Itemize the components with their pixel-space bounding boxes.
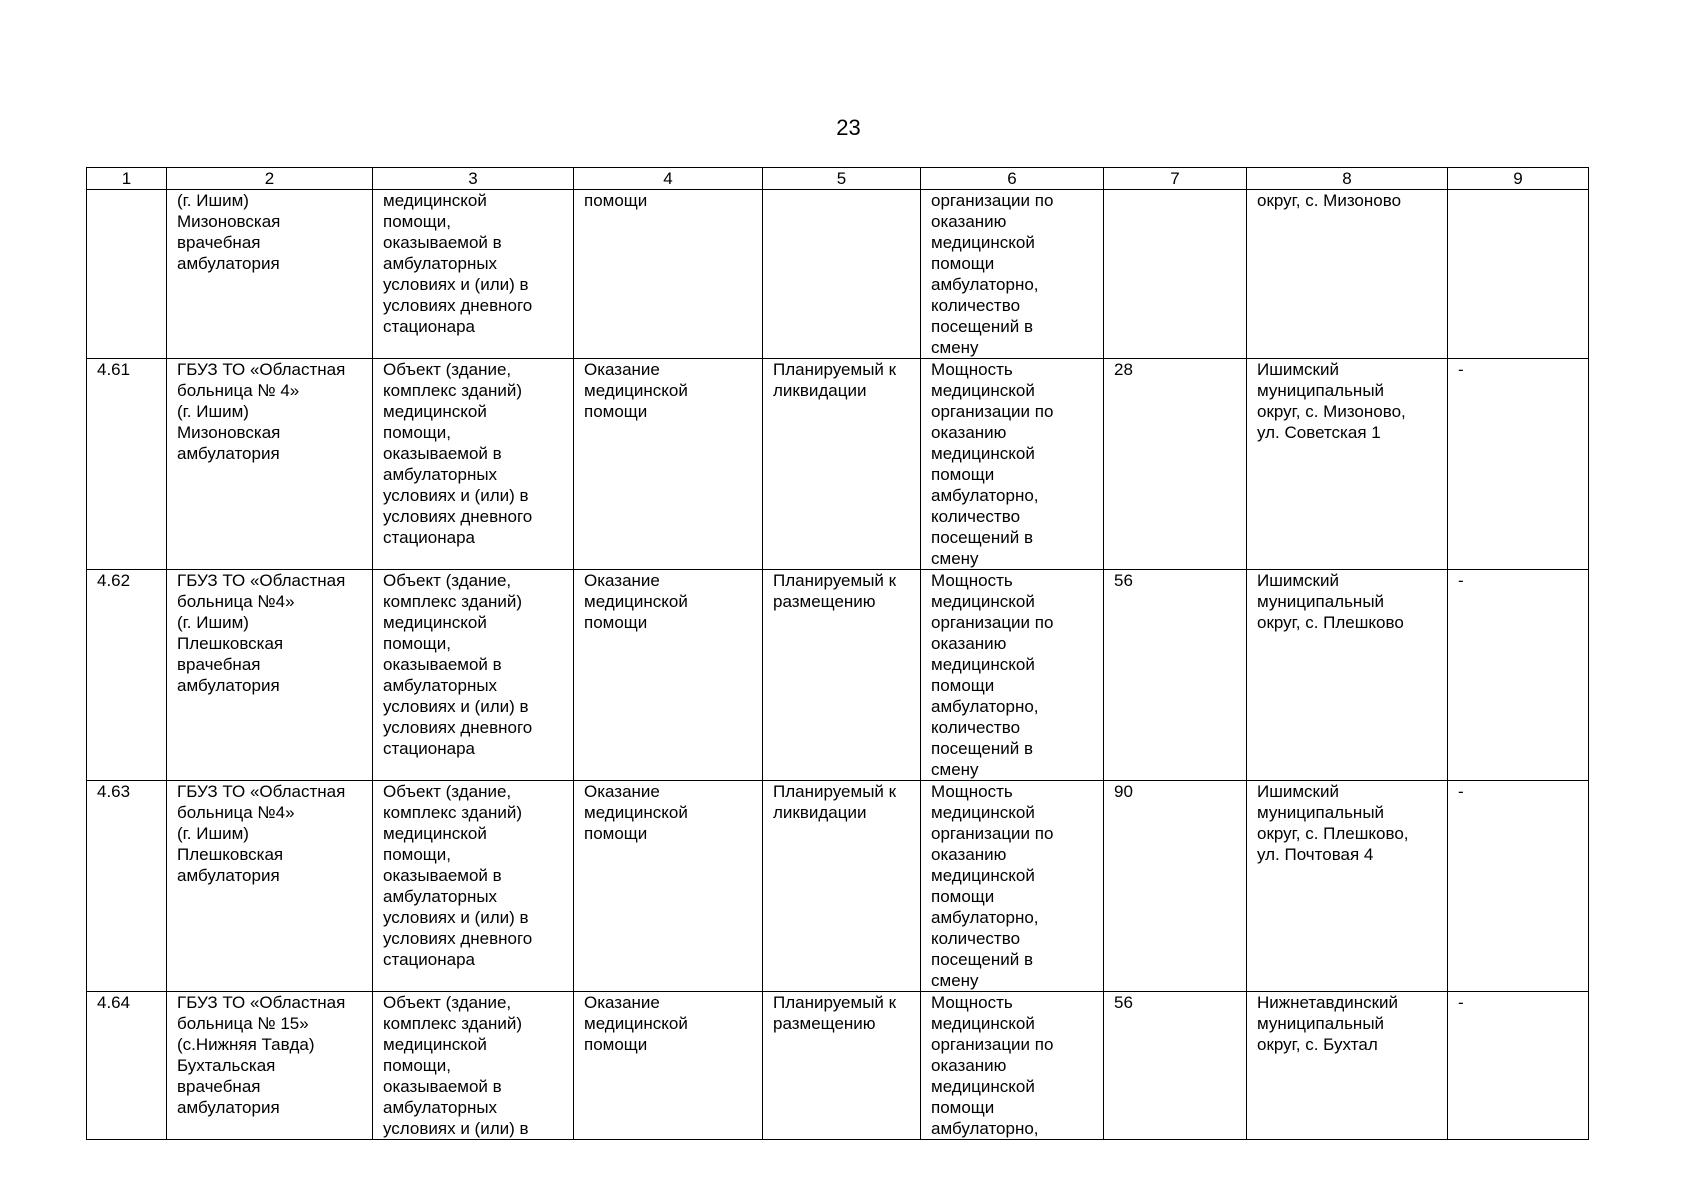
capacity-description-cell: Мощность медицинской организации по оказанию медицинской помощи амбулаторно, количество посещений в смену (921, 570, 1104, 781)
organization-cell: ГБУЗ ТО «Областная больница №4» (г. Ишим) Плешковская врачебная амбулатория (167, 570, 373, 781)
column-header-5: 5 (763, 168, 921, 190)
capacity-description-cell: Мощность медицинской организации по оказанию медицинской помощи амбулаторно, количество посещений в смену (921, 781, 1104, 992)
capacity-value-cell: 56 (1104, 570, 1247, 781)
location-cell: Ишимский муниципальный округ, с. Плешково, ул. Почтовая 4 (1247, 781, 1448, 992)
objects-table (86, 167, 1589, 1140)
status-cell (763, 190, 921, 359)
location-cell: Ишимский муниципальный округ, с. Плешково (1247, 570, 1448, 781)
location-cell: Нижнетавдинский муниципальный округ, с. Бухтал (1247, 992, 1448, 1140)
organization-cell: ГБУЗ ТО «Областная больница №4» (г. Ишим) Плешковская амбулатория (167, 781, 373, 992)
page-number: 23 (836, 115, 861, 140)
row-number-cell: 4.63 (87, 781, 167, 992)
status-cell: Планируемый к ликвидации (763, 781, 921, 992)
organization-cell: ГБУЗ ТО «Областная больница № 4» (г. Ишим) Мизоновская амбулатория (167, 359, 373, 570)
object-type-cell: Объект (здание, комплекс зданий) медицинской помощи, оказываемой в амбулаторных условиях и (или) в условиях дневного стационара (373, 781, 574, 992)
table-header-row (87, 168, 1589, 190)
table-row (87, 992, 1589, 1140)
object-type-cell: Объект (здание, комплекс зданий) медицинской помощи, оказываемой в амбулаторных условиях и (или) в условиях дневного стационара (373, 570, 574, 781)
column-header-2: 2 (167, 168, 373, 190)
location-cell: округ, с. Мизоново (1247, 190, 1448, 359)
column-header-7: 7 (1104, 168, 1247, 190)
organization-cell: (г. Ишим) Мизоновская врачебная амбулатория (167, 190, 373, 359)
purpose-cell: помощи (574, 190, 763, 359)
column-header-3: 3 (373, 168, 574, 190)
zone-cell: - (1448, 781, 1589, 992)
table-row (87, 359, 1589, 570)
capacity-value-cell: 28 (1104, 359, 1247, 570)
table-row (87, 570, 1589, 781)
purpose-cell: Оказание медицинской помощи (574, 992, 763, 1140)
object-type-cell: Объект (здание, комплекс зданий) медицинской помощи, оказываемой в амбулаторных условиях и (или) в (373, 992, 574, 1140)
column-header-8: 8 (1247, 168, 1448, 190)
row-number-cell: 4.61 (87, 359, 167, 570)
row-number-cell: 4.62 (87, 570, 167, 781)
row-number-cell: 4.64 (87, 992, 167, 1140)
table-row (87, 781, 1589, 992)
location-cell: Ишимский муниципальный округ, с. Мизоново, ул. Советская 1 (1247, 359, 1448, 570)
status-cell: Планируемый к размещению (763, 992, 921, 1140)
capacity-value-cell: 56 (1104, 992, 1247, 1140)
table-row (87, 190, 1589, 359)
purpose-cell: Оказание медицинской помощи (574, 359, 763, 570)
row-number-cell (87, 190, 167, 359)
zone-cell: - (1448, 359, 1589, 570)
capacity-value-cell: 90 (1104, 781, 1247, 992)
object-type-cell: медицинской помощи, оказываемой в амбулаторных условиях и (или) в условиях дневного стационара (373, 190, 574, 359)
zone-cell: - (1448, 570, 1589, 781)
object-type-cell: Объект (здание, комплекс зданий) медицинской помощи, оказываемой в амбулаторных условиях и (или) в условиях дневного стационара (373, 359, 574, 570)
purpose-cell: Оказание медицинской помощи (574, 781, 763, 992)
zone-cell (1448, 190, 1589, 359)
column-header-4: 4 (574, 168, 763, 190)
capacity-description-cell: организации по оказанию медицинской помощи амбулаторно, количество посещений в смену (921, 190, 1104, 359)
capacity-description-cell: Мощность медицинской организации по оказанию медицинской помощи амбулаторно, количество посещений в смену (921, 359, 1104, 570)
status-cell: Планируемый к ликвидации (763, 359, 921, 570)
capacity-description-cell: Мощность медицинской организации по оказанию медицинской помощи амбулаторно, (921, 992, 1104, 1140)
capacity-value-cell (1104, 190, 1247, 359)
column-header-1: 1 (87, 168, 167, 190)
organization-cell: ГБУЗ ТО «Областная больница № 15» (с.Нижняя Тавда) Бухтальская врачебная амбулатория (167, 992, 373, 1140)
column-header-9: 9 (1448, 168, 1589, 190)
column-header-6: 6 (921, 168, 1104, 190)
status-cell: Планируемый к размещению (763, 570, 921, 781)
zone-cell: - (1448, 992, 1589, 1140)
purpose-cell: Оказание медицинской помощи (574, 570, 763, 781)
